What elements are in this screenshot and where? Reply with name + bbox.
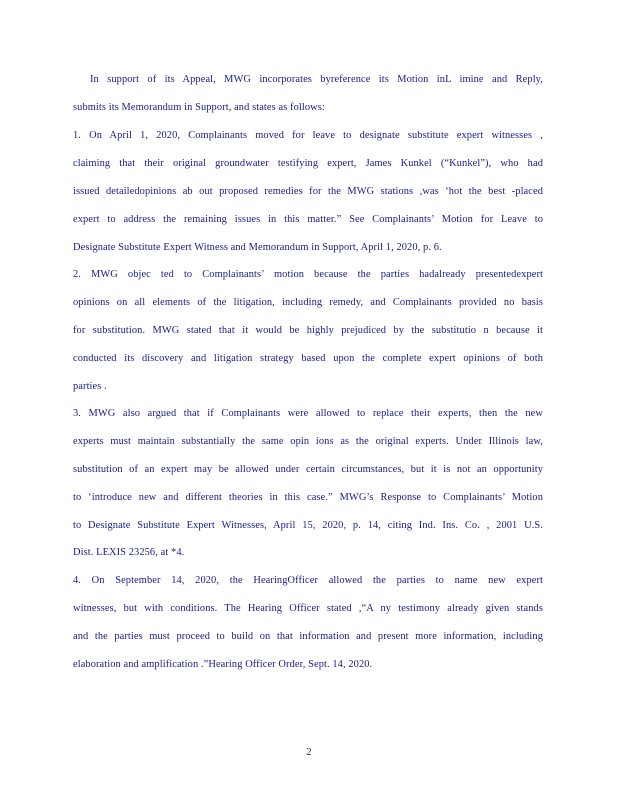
paragraph-line: elaboration and amplification .”Hearing Officer Order, Sept. 14, 2020. [73, 659, 373, 670]
paragraph-line: expert to address the remaining issues in this matter.” See Complainants’ Motion for Leave to [73, 214, 543, 225]
paragraph-line: In support of its Appeal, MWG incorporates byreference its Motion inL imine and Reply, [90, 74, 543, 85]
paragraph-line: witnesses, but with conditions. The Hearing Officer stated ,“A ny testimony already given stands [73, 603, 543, 614]
paragraph-line: parties . [73, 381, 107, 392]
paragraph-line: Dist. LEXIS 23256, at *4. [73, 547, 185, 558]
paragraph-line: experts must maintain substantially the same opin ions as the original experts. Under Illinois law, [73, 436, 543, 447]
paragraph-line: to Designate Substitute Expert Witnesses, April 15, 2020, p. 14, citing Ind. Ins. Co. , 2001 U.S. [73, 520, 543, 531]
paragraph-line: 1. On April 1, 2020, Complainants moved for leave to designate substitute expert witnesses , [73, 130, 543, 141]
paragraph-line: for substitution. MWG stated that it would be highly prejudiced by the substitutio n because it [73, 325, 543, 336]
paragraph-line: conducted its discovery and litigation strategy based upon the complete expert opinions of both [73, 353, 543, 364]
paragraph-line: opinions on all elements of the litigation, including remedy, and Complainants provided no basis [73, 297, 543, 308]
paragraph-line: substitution of an expert may be allowed under certain circumstances, but it is not an opportunity [73, 464, 543, 475]
paragraph-line: issued detailedopinions ab out proposed remedies for the MWG stations ,was ‘hot the best -placed [73, 186, 543, 197]
paragraph-line: to ‘introduce new and different theories in this case.” MWG’s Response to Complainants’ Motion [73, 492, 543, 503]
paragraph-line: 2. MWG objec ted to Complainants’ motion because the parties hadalready presentedexpert [73, 269, 543, 280]
paragraph-line: 4. On September 14, 2020, the HearingOfficer allowed the parties to name new expert [73, 575, 543, 586]
paragraph-line: Designate Substitute Expert Witness and Memorandum in Support, April 1, 2020, p. 6. [73, 242, 442, 253]
paragraph-line: claiming that their original groundwater testifying expert, James Kunkel (“Kunkel”), who had [73, 158, 543, 169]
paragraph-line: submits its Memorandum in Support, and states as follows: [73, 102, 325, 113]
paragraph-line: 3. MWG also argued that if Complainants were allowed to replace their experts, then the new [73, 408, 543, 419]
page-number: 2 [306, 747, 312, 758]
paragraph-line: and the parties must proceed to build on that information and present more information, including [73, 631, 543, 642]
